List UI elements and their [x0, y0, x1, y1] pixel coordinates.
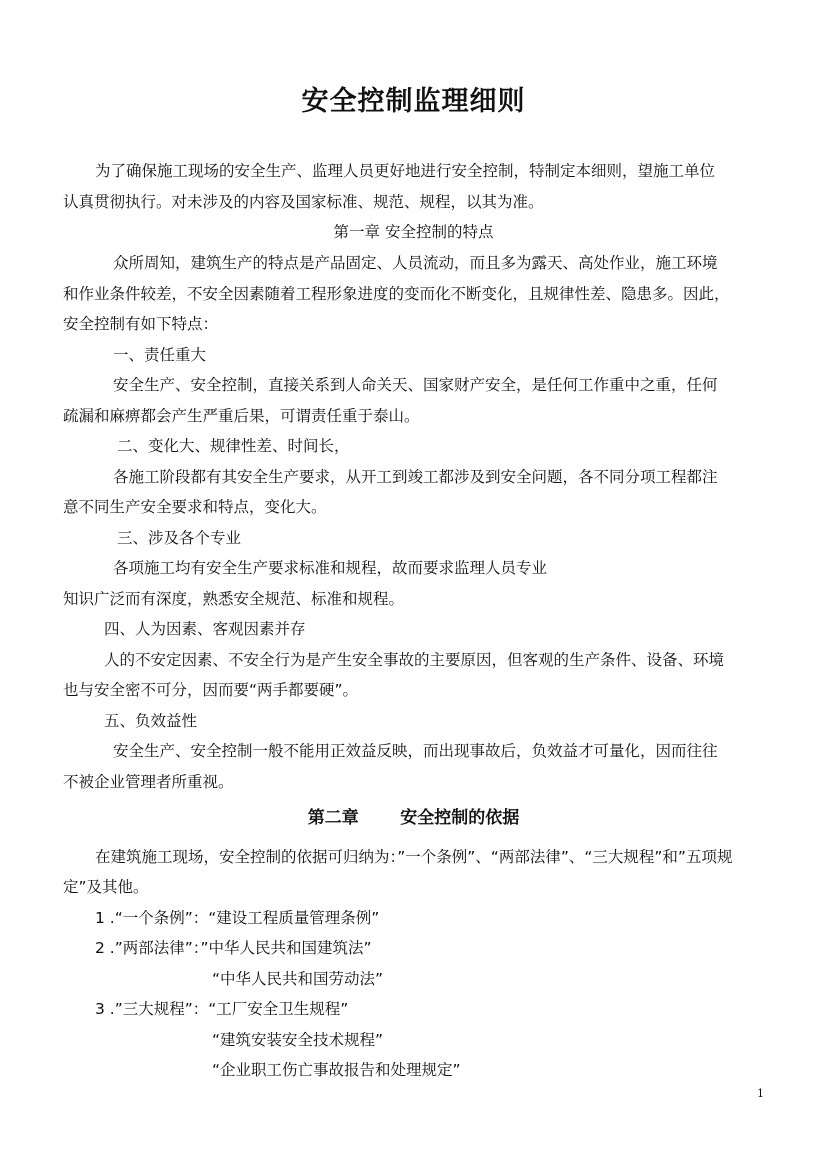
- intro-line-1: 为了确保施工现场的安全生产、监理人员更好地进行安全控制，特制定本细则，望施工单位: [95, 162, 716, 180]
- page-number: 1: [757, 1087, 764, 1100]
- item-1-heading: 一、责任重大: [113, 346, 207, 364]
- item-2-line-1: 各施工阶段都有其安全生产要求，从开工到竣工都涉及到安全问题，各不同分项工程都注: [113, 468, 718, 486]
- intro-line-2: 认真贯彻执行。对未涉及的内容及国家标准、规范、规程，以其为准。: [63, 193, 544, 211]
- chapter-2-item-3-line-3: “企业职工伤亡事故报告和处理规定”: [212, 1061, 461, 1079]
- item-4-line-1: 人的不安定因素、不安全行为是产生安全事故的主要原因，但客观的生产条件、设备、环境: [104, 651, 725, 669]
- chapter-2-item-3-line-2: “建筑安装安全技术规程”: [212, 1031, 384, 1049]
- item-5-line-1: 安全生产、安全控制一般不能用正效益反映，而出现事故后，负效益才可量化，因而往往: [113, 742, 718, 760]
- item-3-line-1: 各项施工均有安全生产要求标准和规程，故而要求监理人员专业: [113, 559, 548, 577]
- chapter-1-paragraph-line-2: 和作业条件较差，不安全因素随着工程形象进度的变而化不断变化，且规律性差、隐患多。因此，: [63, 285, 730, 303]
- item-3-line-2: 知识广泛而有深度，熟悉安全规范、标准和规程。: [63, 590, 405, 608]
- item-3-heading: 三、涉及各个专业: [117, 529, 242, 547]
- chapter-2-heading: 第二章 安全控制的依据: [307, 808, 520, 828]
- item-4-heading: 四、人为因素、客观因素并存: [104, 620, 306, 638]
- chapter-2-item-2-line-2: “中华人民共和国劳动法”: [212, 970, 384, 988]
- item-4-line-2: 也与安全密不可分，因而要“两手都要硬”。: [63, 681, 359, 699]
- chapter-2-paragraph-line-1: 在建筑施工现场，安全控制的依据可归纳为：”一个条例”、“两部法律”、“三大规程”和”五项规: [95, 848, 733, 866]
- item-5-line-2: 不被企业管理者所重视。: [63, 773, 234, 791]
- chapter-1-heading: 第一章 安全控制的特点: [333, 223, 494, 241]
- item-2-line-2: 意不同生产安全要求和特点，变化大。: [63, 498, 327, 516]
- chapter-1-paragraph-line-1: 众所周知，建筑生产的特点是产品固定、人员流动，而且多为露天、高处作业，施工环境: [113, 254, 718, 272]
- item-5-heading: 五、负效益性: [104, 712, 198, 730]
- item-2-heading: 二、变化大、规律性差、时间长，: [117, 437, 350, 455]
- chapter-2-item-2-line-1: 2 .”两部法律”：”中华人民共和国建筑法”: [95, 939, 372, 957]
- chapter-2-item-1: 1 .“一个条例”：“建设工程质量管理条例”: [95, 909, 380, 927]
- item-1-line-1: 安全生产、安全控制，直接关系到人命关天、国家财产安全，是任何工作重中之重，任何: [113, 376, 718, 394]
- chapter-2-paragraph-line-2: 定”及其他。: [63, 878, 149, 896]
- document-title: 安全控制监理细则: [301, 86, 526, 117]
- item-1-line-2: 疏漏和麻痹都会产生严重后果，可谓责任重于泰山。: [63, 407, 420, 425]
- chapter-2-item-3-line-1: 3 .”三大规程”：“工厂安全卫生规程”: [95, 1000, 349, 1018]
- chapter-1-paragraph-line-3: 安全控制有如下特点：: [63, 315, 219, 333]
